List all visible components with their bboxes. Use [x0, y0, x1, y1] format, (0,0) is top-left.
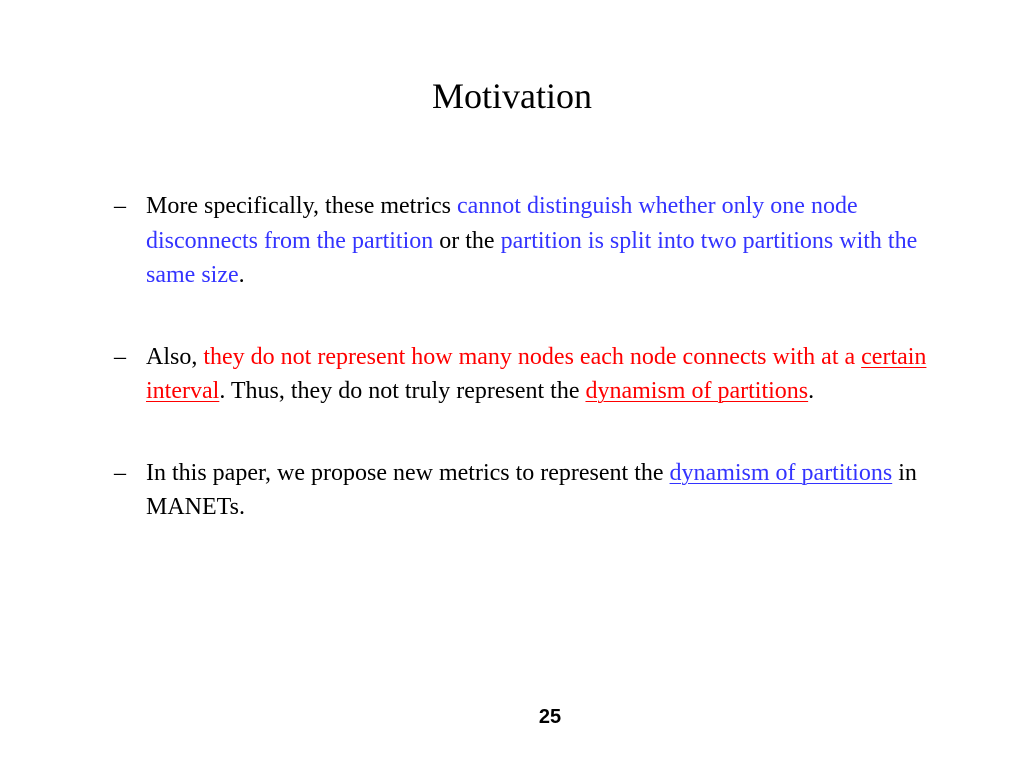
bullet-item: [114, 456, 964, 525]
underlined-highlight-text: dynamism of partitions: [585, 378, 809, 404]
bullet-text: .: [808, 378, 815, 404]
bullet-text: .: [238, 262, 245, 288]
highlight-text: partition is split into two partitions with the same size: [146, 227, 918, 288]
bullet-text: . Thus, they do not truly represent the: [219, 378, 586, 404]
dash-marker: –: [114, 343, 126, 370]
bullet-text: in MANETs.: [146, 459, 917, 520]
bullet-item: [114, 189, 964, 293]
bullet-text: Also,: [146, 343, 204, 370]
highlight-text: they do not represent how many nodes each node connects with at a: [203, 343, 862, 370]
highlight-text: cannot distinguish whether only one node disconnects from the partition: [146, 193, 858, 254]
dash-marker: –: [114, 193, 126, 219]
page-number: 25: [538, 706, 562, 728]
bullet-item: [114, 340, 964, 409]
bullet-text: In this paper, we propose new metrics to represent the: [146, 459, 670, 486]
bullet-list: [114, 189, 964, 572]
slide-title: Motivation: [432, 76, 592, 116]
bullet-text: or the: [433, 227, 501, 254]
underlined-highlight-text: dynamism of partitions: [669, 459, 893, 486]
dash-marker: –: [114, 459, 126, 486]
underlined-highlight-text: certain interval: [146, 343, 927, 404]
bullet-text: More specifically, these metrics: [146, 193, 457, 219]
